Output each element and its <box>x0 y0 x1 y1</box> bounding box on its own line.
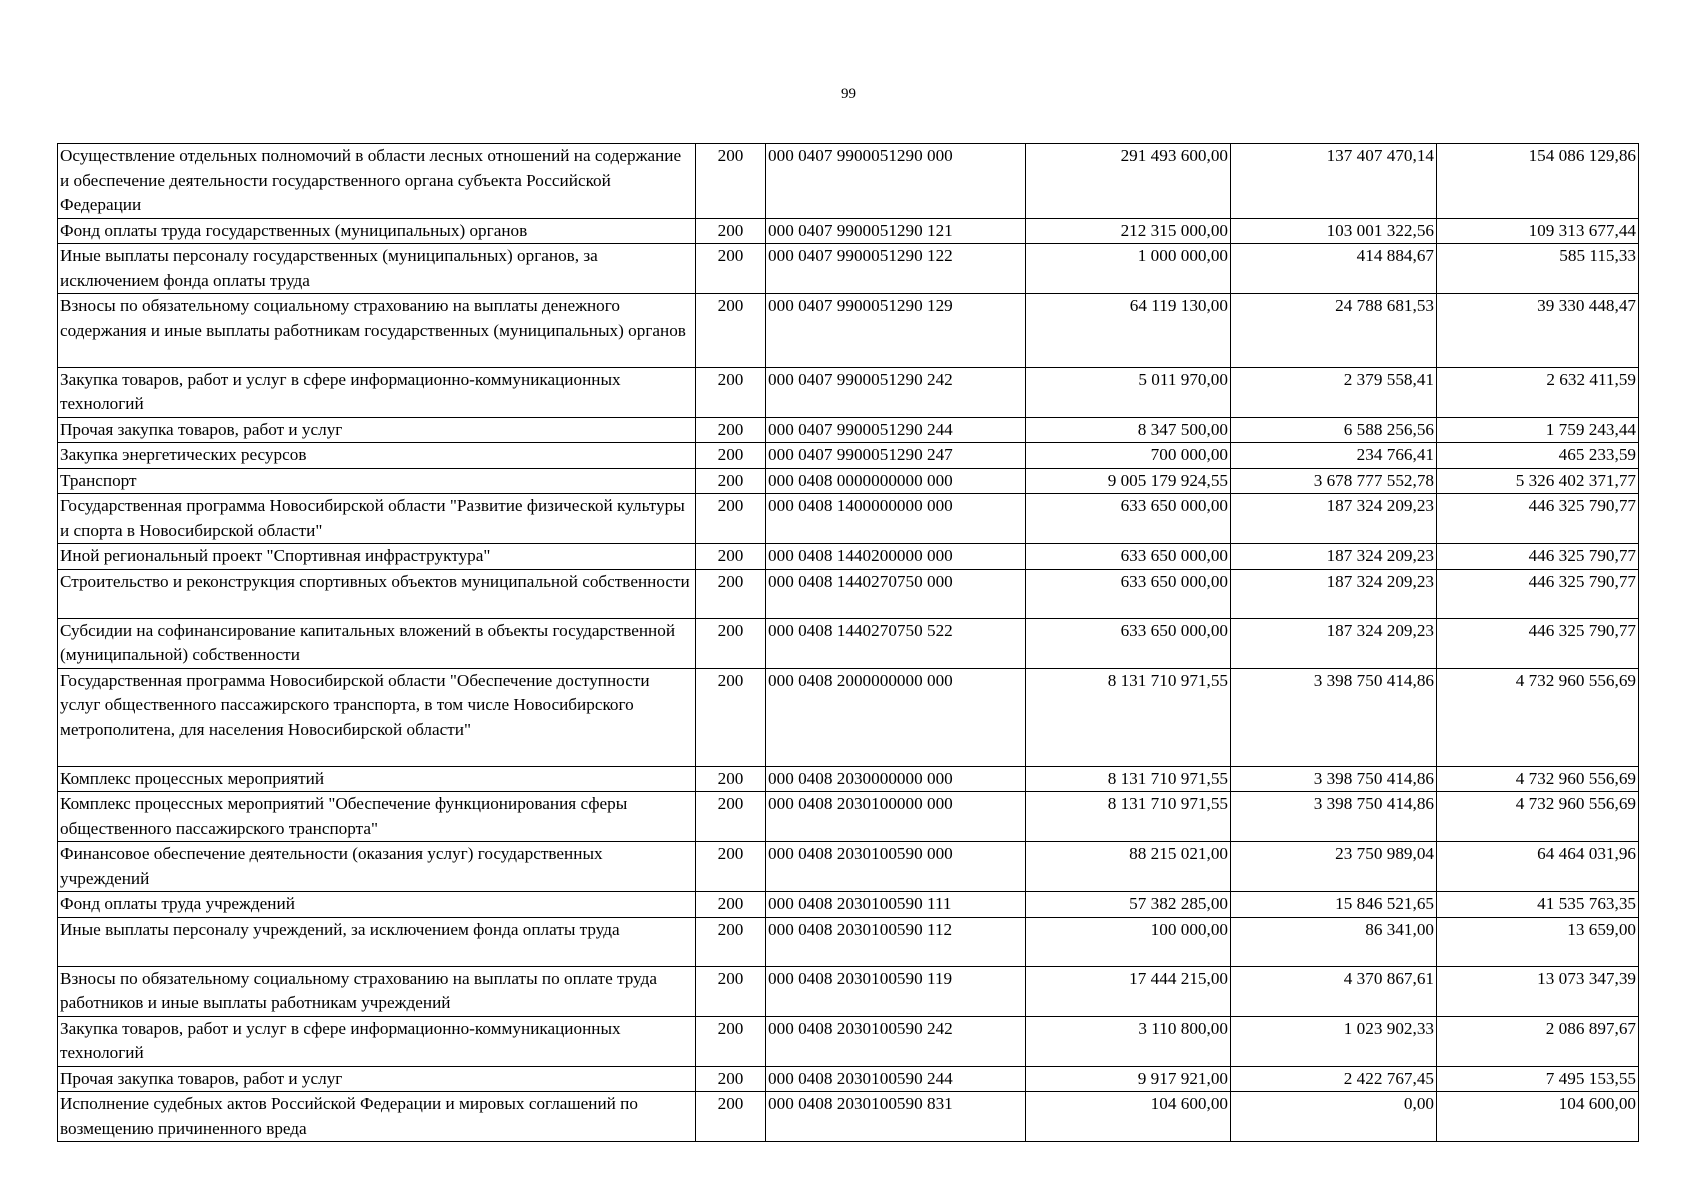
cell-approved: 5 011 970,00 <box>1026 367 1231 417</box>
cell-indicator-name: Взносы по обязательному социальному страхованию на выплаты денежного содержания и иные выплаты работникам государственных (муниципальных) органов <box>58 294 696 368</box>
cell-executed: 187 324 209,23 <box>1231 569 1437 618</box>
cell-executed: 0,00 <box>1231 1092 1437 1142</box>
cell-approved: 291 493 600,00 <box>1026 144 1231 219</box>
cell-executed: 6 588 256,56 <box>1231 417 1437 443</box>
cell-budget-classification: 000 0408 2030100590 000 <box>766 842 1026 892</box>
table-row <box>58 443 1639 469</box>
cell-line-code: 200 <box>696 443 766 469</box>
cell-budget-classification: 000 0408 1400000000 000 <box>766 494 1026 544</box>
cell-executed: 86 341,00 <box>1231 917 1437 966</box>
cell-approved: 8 131 710 971,55 <box>1026 668 1231 766</box>
cell-indicator-name: Иной региональный проект "Спортивная инфраструктура" <box>58 544 696 570</box>
cell-indicator-name: Фонд оплаты труда учреждений <box>58 892 696 918</box>
cell-line-code: 200 <box>696 367 766 417</box>
cell-indicator-name: Государственная программа Новосибирской области "Обеспечение доступности услуг общественного пассажирского транспорта, в том числе Новосибирского метрополитена, для населения Новосибирской области" <box>58 668 696 766</box>
table-row <box>58 218 1639 244</box>
cell-indicator-name: Иные выплаты персоналу учреждений, за исключением фонда оплаты труда <box>58 917 696 966</box>
cell-line-code: 200 <box>696 668 766 766</box>
cell-approved: 8 131 710 971,55 <box>1026 792 1231 842</box>
cell-approved: 212 315 000,00 <box>1026 218 1231 244</box>
table-row <box>58 494 1639 544</box>
cell-indicator-name: Прочая закупка товаров, работ и услуг <box>58 1066 696 1092</box>
cell-budget-classification: 000 0408 2030100590 119 <box>766 966 1026 1016</box>
cell-executed: 103 001 322,56 <box>1231 218 1437 244</box>
cell-executed: 2 422 767,45 <box>1231 1066 1437 1092</box>
cell-approved: 17 444 215,00 <box>1026 966 1231 1016</box>
cell-remaining: 5 326 402 371,77 <box>1437 468 1639 494</box>
cell-budget-classification: 000 0408 2000000000 000 <box>766 668 1026 766</box>
cell-indicator-name: Взносы по обязательному социальному страхованию на выплаты по оплате труда работников и иные выплаты работникам учреждений <box>58 966 696 1016</box>
cell-executed: 15 846 521,65 <box>1231 892 1437 918</box>
table-row <box>58 244 1639 294</box>
table-row <box>58 569 1639 618</box>
cell-remaining: 585 115,33 <box>1437 244 1639 294</box>
cell-budget-classification: 000 0407 9900051290 000 <box>766 144 1026 219</box>
cell-indicator-name: Строительство и реконструкция спортивных объектов муниципальной собственности <box>58 569 696 618</box>
cell-approved: 633 650 000,00 <box>1026 494 1231 544</box>
table-row <box>58 1016 1639 1066</box>
table-row <box>58 1066 1639 1092</box>
cell-budget-classification: 000 0408 2030100590 111 <box>766 892 1026 918</box>
cell-budget-classification: 000 0408 1440270750 000 <box>766 569 1026 618</box>
cell-executed: 2 379 558,41 <box>1231 367 1437 417</box>
table-row <box>58 367 1639 417</box>
cell-approved: 700 000,00 <box>1026 443 1231 469</box>
cell-budget-classification: 000 0407 9900051290 122 <box>766 244 1026 294</box>
table-row <box>58 966 1639 1016</box>
cell-indicator-name: Осуществление отдельных полномочий в области лесных отношений на содержание и обеспечение деятельности государственного органа субъекта Российской Федерации <box>58 144 696 219</box>
cell-executed: 187 324 209,23 <box>1231 494 1437 544</box>
cell-line-code: 200 <box>696 494 766 544</box>
cell-budget-classification: 000 0408 2030100590 242 <box>766 1016 1026 1066</box>
cell-remaining: 446 325 790,77 <box>1437 544 1639 570</box>
cell-approved: 9 917 921,00 <box>1026 1066 1231 1092</box>
cell-approved: 8 347 500,00 <box>1026 417 1231 443</box>
cell-line-code: 200 <box>696 842 766 892</box>
cell-indicator-name: Финансовое обеспечение деятельности (оказания услуг) государственных учреждений <box>58 842 696 892</box>
cell-executed: 1 023 902,33 <box>1231 1016 1437 1066</box>
cell-line-code: 200 <box>696 917 766 966</box>
cell-line-code: 200 <box>696 144 766 219</box>
cell-budget-classification: 000 0408 1440200000 000 <box>766 544 1026 570</box>
cell-remaining: 39 330 448,47 <box>1437 294 1639 368</box>
cell-approved: 88 215 021,00 <box>1026 842 1231 892</box>
cell-line-code: 200 <box>696 1016 766 1066</box>
table-row <box>58 917 1639 966</box>
table-row <box>58 468 1639 494</box>
table-row <box>58 618 1639 668</box>
cell-indicator-name: Закупка товаров, работ и услуг в сфере информационно-коммуникационных технологий <box>58 367 696 417</box>
cell-remaining: 109 313 677,44 <box>1437 218 1639 244</box>
cell-approved: 3 110 800,00 <box>1026 1016 1231 1066</box>
cell-line-code: 200 <box>696 244 766 294</box>
cell-indicator-name: Фонд оплаты труда государственных (муниципальных) органов <box>58 218 696 244</box>
cell-line-code: 200 <box>696 294 766 368</box>
cell-remaining: 465 233,59 <box>1437 443 1639 469</box>
cell-budget-classification: 000 0407 9900051290 121 <box>766 218 1026 244</box>
cell-executed: 187 324 209,23 <box>1231 544 1437 570</box>
cell-remaining: 4 732 960 556,69 <box>1437 766 1639 792</box>
cell-remaining: 446 325 790,77 <box>1437 618 1639 668</box>
table-row <box>58 668 1639 766</box>
cell-indicator-name: Государственная программа Новосибирской области "Развитие физической культуры и спорта в Новосибирской области" <box>58 494 696 544</box>
cell-approved: 64 119 130,00 <box>1026 294 1231 368</box>
cell-remaining: 64 464 031,96 <box>1437 842 1639 892</box>
cell-executed: 414 884,67 <box>1231 244 1437 294</box>
cell-executed: 3 398 750 414,86 <box>1231 766 1437 792</box>
budget-execution-table <box>57 143 1639 1142</box>
cell-budget-classification: 000 0408 2030000000 000 <box>766 766 1026 792</box>
cell-budget-classification: 000 0407 9900051290 244 <box>766 417 1026 443</box>
cell-line-code: 200 <box>696 618 766 668</box>
table-row <box>58 892 1639 918</box>
cell-remaining: 446 325 790,77 <box>1437 494 1639 544</box>
cell-line-code: 200 <box>696 544 766 570</box>
cell-executed: 187 324 209,23 <box>1231 618 1437 668</box>
cell-executed: 234 766,41 <box>1231 443 1437 469</box>
cell-line-code: 200 <box>696 966 766 1016</box>
cell-executed: 23 750 989,04 <box>1231 842 1437 892</box>
cell-budget-classification: 000 0407 9900051290 242 <box>766 367 1026 417</box>
cell-indicator-name: Комплекс процессных мероприятий "Обеспечение функционирования сферы общественного пассажирского транспорта" <box>58 792 696 842</box>
cell-executed: 4 370 867,61 <box>1231 966 1437 1016</box>
cell-budget-classification: 000 0407 9900051290 129 <box>766 294 1026 368</box>
cell-budget-classification: 000 0408 2030100590 831 <box>766 1092 1026 1142</box>
cell-remaining: 1 759 243,44 <box>1437 417 1639 443</box>
cell-line-code: 200 <box>696 218 766 244</box>
cell-indicator-name: Закупка энергетических ресурсов <box>58 443 696 469</box>
cell-budget-classification: 000 0408 2030100590 244 <box>766 1066 1026 1092</box>
cell-indicator-name: Транспорт <box>58 468 696 494</box>
cell-line-code: 200 <box>696 766 766 792</box>
cell-remaining: 7 495 153,55 <box>1437 1066 1639 1092</box>
cell-indicator-name: Прочая закупка товаров, работ и услуг <box>58 417 696 443</box>
cell-line-code: 200 <box>696 1092 766 1142</box>
table-row <box>58 1092 1639 1142</box>
cell-indicator-name: Субсидии на софинансирование капитальных вложений в объекты государственной (муниципальной) собственности <box>58 618 696 668</box>
table-row <box>58 792 1639 842</box>
cell-budget-classification: 000 0408 1440270750 522 <box>766 618 1026 668</box>
cell-executed: 3 678 777 552,78 <box>1231 468 1437 494</box>
cell-remaining: 446 325 790,77 <box>1437 569 1639 618</box>
table-row <box>58 766 1639 792</box>
cell-approved: 9 005 179 924,55 <box>1026 468 1231 494</box>
cell-executed: 137 407 470,14 <box>1231 144 1437 219</box>
cell-remaining: 154 086 129,86 <box>1437 144 1639 219</box>
cell-budget-classification: 000 0407 9900051290 247 <box>766 443 1026 469</box>
cell-indicator-name: Иные выплаты персоналу государственных (муниципальных) органов, за исключением фонда оплаты труда <box>58 244 696 294</box>
cell-approved: 1 000 000,00 <box>1026 244 1231 294</box>
cell-remaining: 13 073 347,39 <box>1437 966 1639 1016</box>
cell-approved: 57 382 285,00 <box>1026 892 1231 918</box>
cell-executed: 24 788 681,53 <box>1231 294 1437 368</box>
cell-remaining: 4 732 960 556,69 <box>1437 668 1639 766</box>
table-row <box>58 544 1639 570</box>
cell-indicator-name: Комплекс процессных мероприятий <box>58 766 696 792</box>
page-number: 99 <box>841 86 856 102</box>
cell-approved: 633 650 000,00 <box>1026 618 1231 668</box>
cell-remaining: 41 535 763,35 <box>1437 892 1639 918</box>
table-row <box>58 417 1639 443</box>
cell-approved: 633 650 000,00 <box>1026 544 1231 570</box>
cell-remaining: 4 732 960 556,69 <box>1437 792 1639 842</box>
cell-indicator-name: Исполнение судебных актов Российской Федерации и мировых соглашений по возмещению причиненного вреда <box>58 1092 696 1142</box>
cell-approved: 8 131 710 971,55 <box>1026 766 1231 792</box>
cell-remaining: 2 632 411,59 <box>1437 367 1639 417</box>
cell-line-code: 200 <box>696 792 766 842</box>
table-body <box>58 144 1639 1142</box>
cell-remaining: 13 659,00 <box>1437 917 1639 966</box>
cell-line-code: 200 <box>696 1066 766 1092</box>
table-row <box>58 294 1639 368</box>
cell-budget-classification: 000 0408 2030100590 112 <box>766 917 1026 966</box>
cell-approved: 100 000,00 <box>1026 917 1231 966</box>
cell-remaining: 2 086 897,67 <box>1437 1016 1639 1066</box>
table-row <box>58 842 1639 892</box>
cell-executed: 3 398 750 414,86 <box>1231 792 1437 842</box>
table-row <box>58 144 1639 219</box>
cell-executed: 3 398 750 414,86 <box>1231 668 1437 766</box>
cell-line-code: 200 <box>696 417 766 443</box>
cell-approved: 633 650 000,00 <box>1026 569 1231 618</box>
cell-budget-classification: 000 0408 0000000000 000 <box>766 468 1026 494</box>
cell-budget-classification: 000 0408 2030100000 000 <box>766 792 1026 842</box>
cell-line-code: 200 <box>696 892 766 918</box>
cell-remaining: 104 600,00 <box>1437 1092 1639 1142</box>
cell-approved: 104 600,00 <box>1026 1092 1231 1142</box>
cell-indicator-name: Закупка товаров, работ и услуг в сфере информационно-коммуникационных технологий <box>58 1016 696 1066</box>
cell-line-code: 200 <box>696 569 766 618</box>
cell-line-code: 200 <box>696 468 766 494</box>
